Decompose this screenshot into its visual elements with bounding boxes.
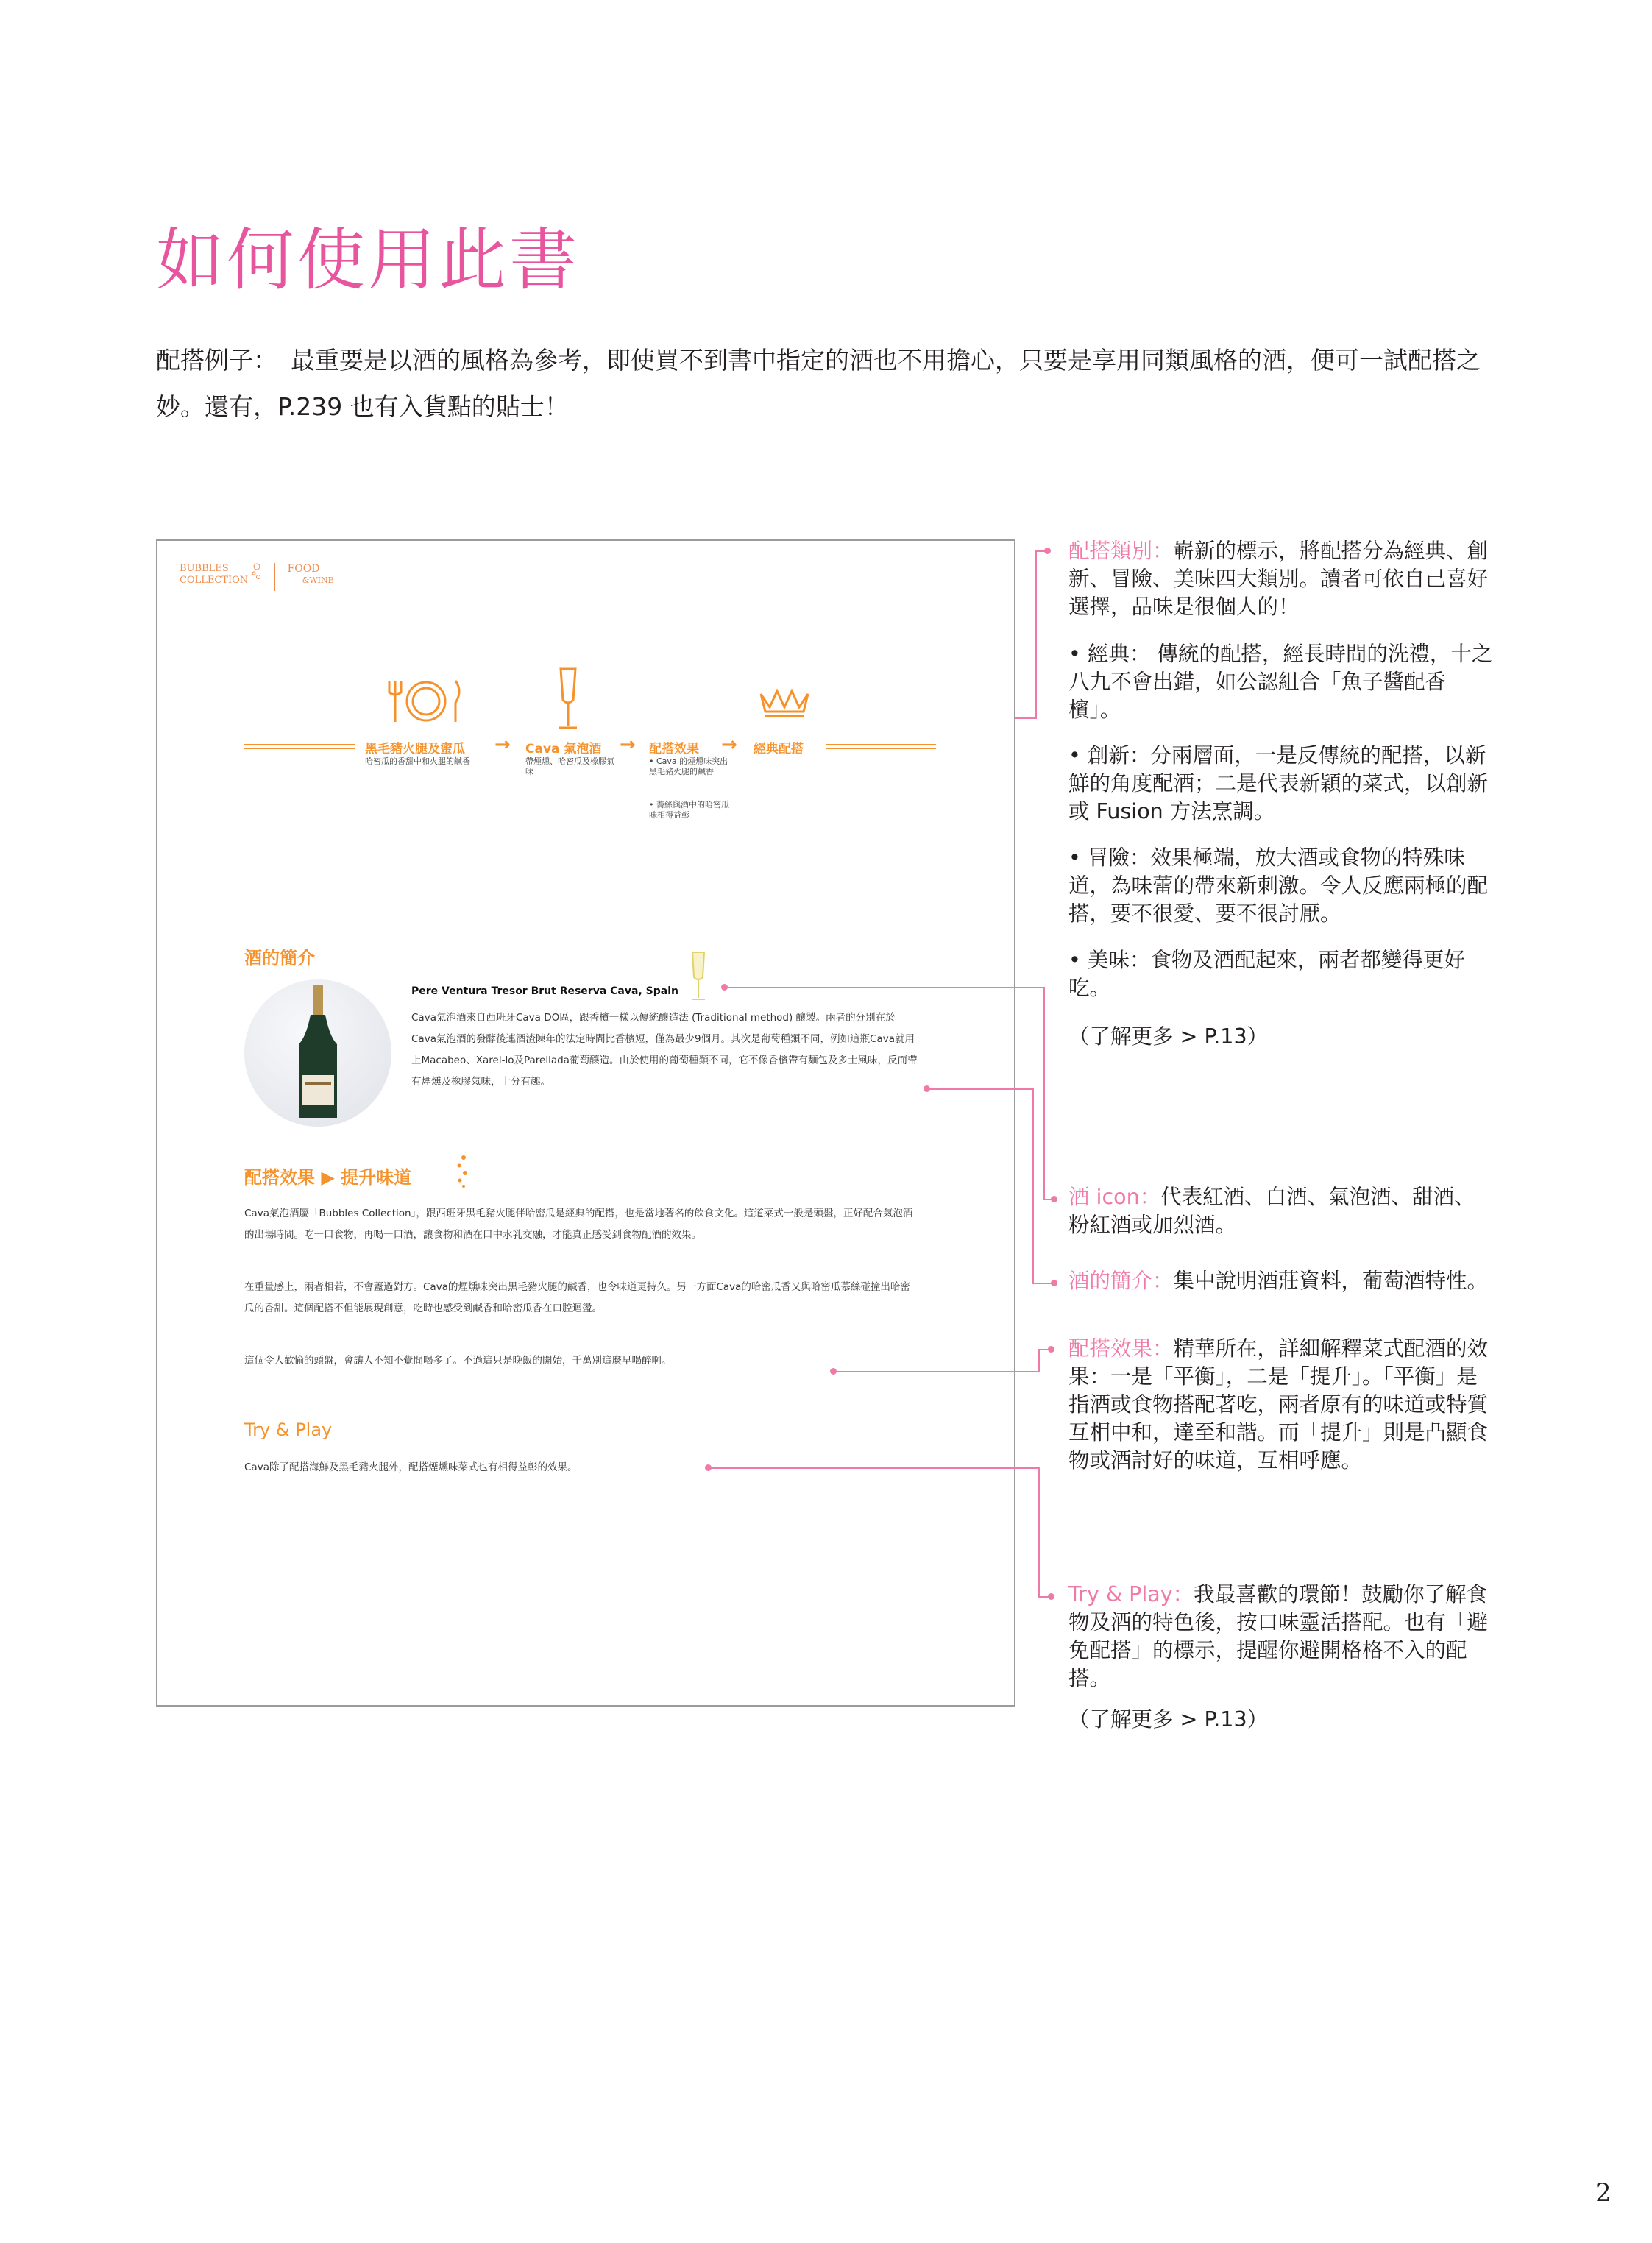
flow-dish-label: 黑毛豬火腿及蜜瓜 (365, 742, 465, 756)
connector-dot (1051, 1280, 1057, 1286)
champagne-glass-icon (687, 949, 709, 1004)
flow-wine-sub: 帶煙燻、哈密瓜及橡膠氣味 (525, 756, 614, 776)
callout-adventure: • 冒險：效果極端，放大酒或食物的特殊味道，為味蕾的帶來新刺激。令人反應兩極的配搭，要不很愛、要不很討厭。 (1068, 846, 1489, 926)
callout-effect-label: 配搭效果： (1068, 1336, 1174, 1361)
callout-effect-text: 精華所在，詳細解釋菜式配酒的效果：一是「平衡」，二是「提升」。「平衡」是指酒或食物搭配著吃，兩者原有的味道或特質互相中和，達至和諧。而「提升」則是凸顯食物或酒討好的味道，互相呼應。 (1068, 1336, 1489, 1473)
intro-paragraph (156, 337, 1495, 430)
arrow-icon: → (494, 734, 511, 756)
brand-header (180, 563, 334, 591)
page-number: 2 (1595, 2178, 1612, 2208)
callout-intro-label: 酒的簡介： (1068, 1269, 1174, 1293)
effect-paragraph-3: 這個令人歡愉的頭盤，會讓人不知不覺間喝多了。不過這只是晚飯的開始，千萬別這麼早喝醉啊。 (244, 1355, 672, 1367)
connector-effect-v (1038, 1349, 1040, 1372)
connector-try-v (1038, 1467, 1040, 1598)
intro-label: 配搭例子： (156, 346, 277, 375)
callout-more-1: （了解更多 > P.13） (1068, 1024, 1269, 1049)
callout-category-label: 配搭類別： (1068, 539, 1174, 563)
sample-page (156, 539, 1015, 1707)
bubbles-icon (453, 1153, 471, 1190)
wine-description: Cava氣泡酒來自西班牙Cava DO區，跟香檳一樣以傳統釀造法 (Traditional method) 釀製。兩者的分別在於Cava氣泡酒的發酵後連酒渣陳年的法定時間比香檳短，僅為最少9個月。其次是葡萄種類不同，例如這瓶Cava就用上Macabeo、Xarel-lo及Parellada葡萄釀造。由於使用的葡萄種類不同，它不像香檳帶有麵包及多士風味，反而帶有煙燻及橡膠氣味，十分有趣。 (411, 1012, 918, 1088)
arrow-icon: → (721, 734, 737, 756)
connector-effect-end (1038, 1349, 1049, 1350)
callout-more-2: （了解更多 > P.13） (1068, 1707, 1269, 1732)
crown-icon (755, 682, 814, 719)
flow-category-label: 經典配搭 (754, 742, 804, 756)
brand-left-line2: COLLECTION (180, 575, 249, 586)
connector-intro-h (927, 1088, 1034, 1090)
page-title: 如何使用此書 (156, 221, 581, 300)
callout-tasty: • 美味：食物及酒配起來，兩者都變得更好吃。 (1068, 948, 1465, 1000)
bubbles-collection-logo (180, 563, 248, 587)
callout-category-text: 嶄新的標示，將配搭分為經典、創新、冒險、美味四大類別。讀者可依自己喜好選擇，品味是很個人的！ (1068, 539, 1489, 619)
connector-try-end (1038, 1596, 1049, 1598)
connector-icon-v (1043, 987, 1045, 1200)
connector-intro-v (1032, 1088, 1034, 1284)
connector-try-h (709, 1467, 1040, 1469)
callout-try-play (1068, 1581, 1495, 1693)
try-play-heading: Try & Play (244, 1420, 333, 1440)
flow-effect-label: 配搭效果 (649, 742, 699, 756)
brand-right-line1: FOOD (287, 563, 320, 575)
brand-divider (274, 563, 275, 591)
effect-paragraph-1: Cava氣泡酒屬「Bubbles Collection」，跟西班牙黑毛豬火腿伴哈密瓜是經典的配搭，也是當地著名的飲食文化。這道菜式一般是頭盤，正好配合氣泡酒的出場時間。吃一口食物，再喝一口酒，讓食物和酒在口中水乳交融，才能真正感受到食物配酒的效果。 (244, 1208, 913, 1241)
callout-wine-intro (1068, 1267, 1495, 1295)
connector-dot (1048, 1346, 1054, 1353)
effect-heading: 配搭效果 ▶ 提升味道 (244, 1167, 412, 1188)
callout-try-label: Try & Play： (1068, 1582, 1194, 1606)
effect-paragraph-2: 在重量感上，兩者相若，不會蓋過對方。Cava的煙燻味突出黑毛豬火腿的鹹香，也令味道更持久。另一方面Cava的哈密瓜香又與哈密瓜慕絲碰撞出哈密瓜的香甜。這個配搭不但能展現創意，吃時也感受到鹹香和哈密瓜香在口腔迴盪。 (244, 1281, 910, 1314)
bubbles-icon (251, 563, 263, 581)
connector-dot (1044, 548, 1051, 554)
champagne-glass-icon (553, 665, 583, 731)
connector-icon-h (725, 987, 1045, 988)
flow-effect-sub2: • 蕎絲與酒中的哈密瓜味相得益彰 (649, 800, 729, 820)
connector-effect-h (834, 1371, 1040, 1372)
callout-effect (1068, 1335, 1495, 1475)
callout-wine-icon (1068, 1183, 1495, 1239)
callout-innovative: • 創新：分兩層面，一是反傳統的配搭，以新鮮的角度配酒；二是代表新穎的菜式，以創新或 Fusion 方法烹調。 (1068, 743, 1489, 823)
callout-try-text: 我最喜歡的環節！鼓勵你了解食物及酒的特色後，按口味靈活搭配。也有「避免配搭」的標示，提醒你避開格格不入的配搭。 (1068, 1582, 1489, 1690)
callout-icon-text: 代表紅酒、白酒、氣泡酒、甜酒、粉紅酒或加烈酒。 (1068, 1185, 1475, 1237)
connector-category-link (1015, 717, 1037, 719)
callout-classic: • 經典： 傳統的配搭，經長時間的洗禮，十之八九不會出錯，如公認組合「魚子醬配香檳」。 (1068, 642, 1493, 722)
callout-category (1068, 537, 1495, 621)
flow-dish-sub: 哈密瓜的香甜中和火腿的鹹香 (365, 756, 470, 766)
brand-right-line2: &WINE (302, 575, 334, 585)
callout-intro-text: 集中說明酒莊資料，葡萄酒特性。 (1173, 1269, 1489, 1293)
bottle-image (244, 979, 391, 1127)
wine-intro-heading: 酒的簡介 (244, 948, 315, 968)
connector-dot (1051, 1196, 1057, 1202)
connector-dot (1048, 1593, 1054, 1600)
food-wine-logo (288, 563, 334, 587)
arrow-icon: → (620, 734, 636, 756)
callout-icon-label: 酒 icon： (1068, 1185, 1161, 1209)
intro-text: 最重要是以酒的風格為參考，即使買不到書中指定的酒也不用擔心，只要是享用同類風格的酒，便可一試配搭之妙。還有，P.239 也有入貨點的貼士！ (156, 346, 1481, 421)
connector-intro-end (1032, 1283, 1053, 1284)
wine-name: Pere Ventura Tresor Brut Reserva Cava, Spain (411, 985, 678, 997)
flow-line-left (244, 744, 355, 749)
flow-line-right (826, 744, 936, 749)
brand-left-line1: BUBBLES (180, 563, 229, 574)
flow-wine-label: Cava 氣泡酒 (525, 742, 602, 756)
try-play-text: Cava除了配搭海鮮及黑毛豬火腿外，配搭煙燻味菜式也有相得益彰的效果。 (244, 1461, 578, 1473)
connector-category-bracket (1035, 550, 1037, 717)
flow-effect-sub1: • Cava 的煙燻味突出黑毛豬火腿的鹹香 (649, 756, 728, 776)
plate-icon (382, 673, 470, 725)
